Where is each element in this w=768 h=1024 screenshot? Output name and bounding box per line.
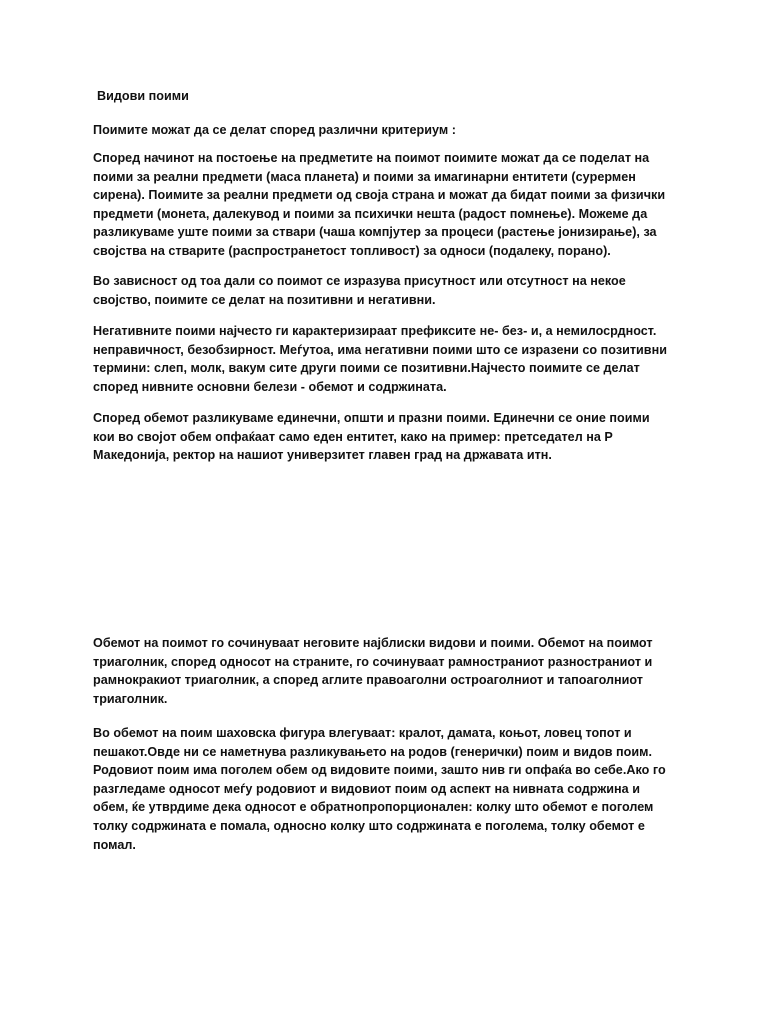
paragraph-negative-concepts: Негативните поими најчесто ги карактеризираат префиксите не- без- и, а немилосрдност. неправичност, безобзирност. Меѓутоа, има негативни поими што се изразени со позитивни термини: слеп, молк, вакум сите други поими се позитивни.Најчесто поимите се делат според нивните основни белези - обемот и содржината. xyxy=(93,324,667,394)
document-title: Видови поими xyxy=(97,89,189,103)
paragraph-triangle-scope: Обемот на поимот го сочинуваат неговите најблиски видови и поими. Обемот на поимот триаголник, според односот на страните, го сочинуваат рамностраниот разностраниот и рамнокракиот триаголник, а според аглите правоаголни остроаголниот и тапоаголниот триаголник. xyxy=(93,636,653,706)
paragraph-positive-negative: Во зависност од тоа дали со поимот се изразува присутност или отсутност на некое својство, поимите се делат на позитивни и негативни. xyxy=(93,274,626,307)
paragraph-criteria: Поимите можат да се делат според различни критериум : xyxy=(93,123,456,137)
paragraph-real-imaginary: Според начинот на постоење на предметите на поимот поимите можат да се поделат на поими за реални предмети (маса планета) и поими за имагинарни ентитети (сyрермен сирена). Поимите за реални предмети од своја страна и можат да бидат поими за физички предмети (монета, далекувод и поими за психички нешта (радост помнење). Можеме да разликуваме уште поими за ствари (чаша компјутер за процеси (растење јонизирање), за својства на стварите (распространетост топливост) за односи (подалеку, порано). xyxy=(93,151,666,258)
paragraph-scope-types: Според обемот разликуваме единечни, општи и празни поими. Единечни се оние поими кои во својот обем опфаќаат само еден ентитет, како на пример: претседател на Р Македонија, ректор на нашиот универзитет главен град на државата итн. xyxy=(93,411,650,463)
paragraph-chess-generic: Во обемот на поим шаховска фигура влегуваат: кралот, дамата, коњот, ловец топот и пешакот.Овде ни се наметнува разликувањето на родов (генерички) поим и видов поим. Родовиот поим има поголем обем од видовите поими, зашто нив ги опфаќа во себе.Ако го разгледаме односот меѓу родовиот и видовиот поим од аспект на нивната содржина и обем, ќе утврдиме дека односот е обратнопропорционален: колку што обемот е поголем толку содржината е помала, односно колку што содржината е поголема, толку обемот е помал. xyxy=(93,726,666,852)
